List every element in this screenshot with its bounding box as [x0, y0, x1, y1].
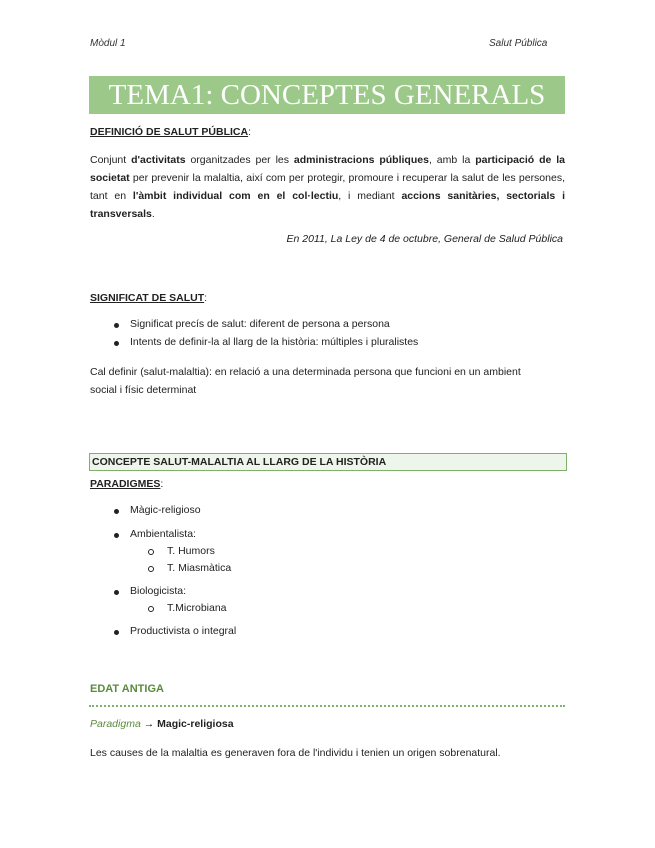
significat-note-line-2: social i físic determinat	[90, 384, 197, 396]
significat-heading-colon: :	[204, 292, 208, 304]
paradigma-item-3: Biologicista:	[130, 585, 187, 597]
definicio-bold-run: participació de la societat	[90, 154, 565, 184]
sub-bullet-icon	[148, 566, 154, 572]
paradigma-item-2: Ambientalista:	[130, 528, 196, 540]
definicio-heading	[90, 123, 565, 141]
definicio-body	[90, 151, 565, 223]
definicio-bold-run: administracions públiques	[293, 154, 429, 166]
paradigmes-heading	[90, 475, 565, 493]
definicio-bold-run: l'àmbit individual com en el col·lectiu	[132, 190, 339, 202]
sub-bullet-icon	[148, 606, 154, 612]
concepte-section-box: CONCEPTE SALUT-MALALTIA AL LLARG DE LA HISTÒRIA	[89, 453, 567, 471]
paradigma-subitem-miasmatica: T. Miasmàtica	[167, 562, 232, 574]
document-title: TEMA1: CONCEPTES GENERALS	[89, 76, 565, 114]
bullet-icon	[114, 533, 119, 538]
paradigma-item-1: Màgic-religioso	[130, 504, 201, 516]
paradigmes-heading-text: PARADIGMES	[90, 478, 161, 490]
definicio-text-run: Conjunt	[90, 154, 132, 166]
paradigma-subitem-humors: T. Humors	[167, 545, 215, 557]
definicio-citation: En 2011, La Ley de 4 de octubre, General de Salud Pública	[286, 233, 563, 245]
significat-heading	[90, 289, 565, 307]
definicio-text-run: per prevenir la malaltia, així com per protegir, promoure i recuperar la salut de les persones, tant en	[90, 172, 565, 202]
bullet-icon	[114, 323, 119, 328]
header-module: Mòdul 1	[90, 38, 126, 49]
definicio-text-run: .	[151, 208, 155, 220]
paradigma-label: Paradigma	[90, 718, 141, 730]
definicio-text-run: , i mediant	[338, 190, 402, 202]
edat-antiga-text: Les causes de la malaltia es generaven fora de l'individu i tenien un origen sobrenatural.	[90, 747, 501, 759]
definicio-heading-text: DEFINICIÓ DE SALUT PÚBLICA	[90, 126, 249, 138]
paradigmes-heading-colon: :	[160, 478, 164, 490]
sub-bullet-icon	[148, 549, 154, 555]
significat-note-line-1: Cal definir (salut-malaltia): en relació a una determinada persona que funcioni en un ambient	[90, 366, 521, 378]
definicio-bold-run: d'activitats	[131, 154, 186, 166]
paradigma-line	[90, 718, 234, 730]
header-subject: Salut Pública	[489, 38, 548, 49]
bullet-icon	[114, 509, 119, 514]
definicio-text-run: , amb la	[428, 154, 476, 166]
definicio-heading-colon: :	[248, 126, 252, 138]
paradigma-subitem-microbiana: T.Microbiana	[167, 602, 227, 614]
definicio-text-run: organitzades per les	[185, 154, 294, 166]
bullet-icon	[114, 590, 119, 595]
definicio-bold-run: accions sanitàries, sectorials i transversals	[90, 190, 566, 220]
significat-bullet-2: Intents de definir-la al llarg de la història: múltiples i pluralistes	[130, 336, 419, 348]
bullet-icon	[114, 341, 119, 346]
bullet-icon	[114, 630, 119, 635]
paradigma-item-4: Productivista o integral	[130, 625, 237, 637]
significat-bullet-1: Significat precís de salut: diferent de persona a persona	[130, 318, 390, 330]
significat-heading-text: SIGNIFICAT DE SALUT	[90, 292, 205, 304]
edat-antiga-heading: EDAT ANTIGA	[90, 683, 164, 695]
paradigma-value: Magic-religiosa	[157, 718, 234, 730]
arrow-icon: →	[143, 718, 155, 730]
dotted-divider	[89, 705, 565, 707]
